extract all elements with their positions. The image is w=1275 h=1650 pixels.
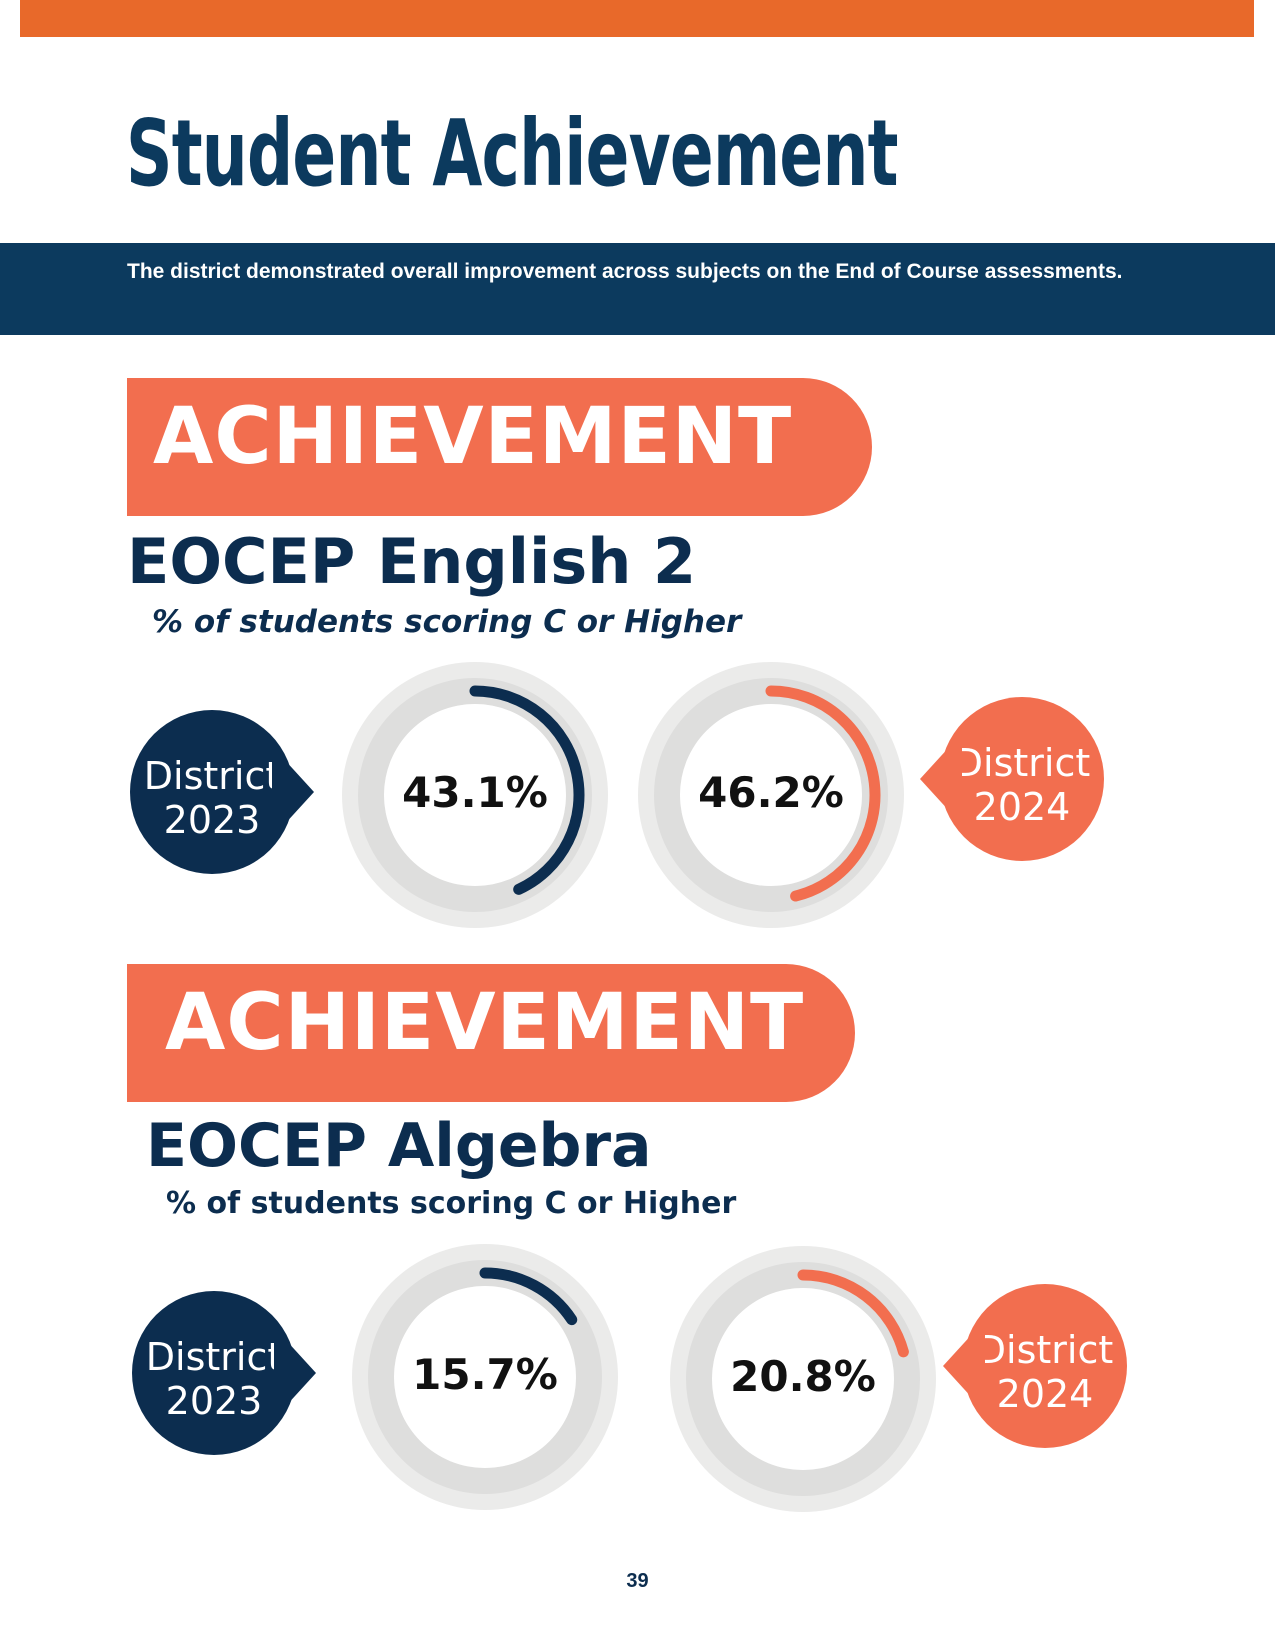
achievement-banner-text: ACHIEVEMENT (153, 392, 793, 482)
achievement-banner (127, 964, 855, 1102)
section-algebra (0, 964, 1275, 1524)
achievement-banner-text: ACHIEVEMENT (165, 978, 805, 1068)
donut-2024 (636, 660, 906, 930)
district-2023-tag (132, 1291, 296, 1455)
section-english-2 (0, 378, 1275, 938)
percent-2024-label: 20.8% (730, 1352, 876, 1401)
subject-title: EOCEP English 2 (127, 525, 697, 598)
intro-text: The district demonstrated overall improvement across subjects on the End of Course assessments. (127, 260, 1123, 283)
district-2023-tag (130, 710, 294, 874)
subject-subtitle: % of students scoring C or Higher (166, 1186, 737, 1221)
top-accent-bar (20, 0, 1254, 37)
donut-2023 (350, 1242, 620, 1512)
intro-band (0, 243, 1275, 335)
percent-2023-label: 15.7% (412, 1350, 558, 1399)
district-2023-label: District 2023 (143, 754, 281, 842)
page-title: Student Achievement (126, 100, 898, 207)
percent-2023-label: 43.1% (402, 768, 548, 817)
district-2024-label: District 2024 (976, 1328, 1114, 1416)
district-2024-tag (940, 697, 1104, 861)
page-number: 39 (626, 1570, 649, 1592)
subject-title: EOCEP Algebra (146, 1111, 652, 1181)
district-2024-tag (963, 1284, 1127, 1448)
subject-subtitle: % of students scoring C or Higher (152, 604, 742, 640)
donut-2023 (340, 660, 610, 930)
donut-2024 (668, 1244, 938, 1514)
district-2024-label: District 2024 (953, 741, 1091, 829)
achievement-banner (127, 378, 872, 516)
district-2023-label: District 2023 (145, 1335, 283, 1423)
percent-2024-label: 46.2% (698, 768, 844, 817)
